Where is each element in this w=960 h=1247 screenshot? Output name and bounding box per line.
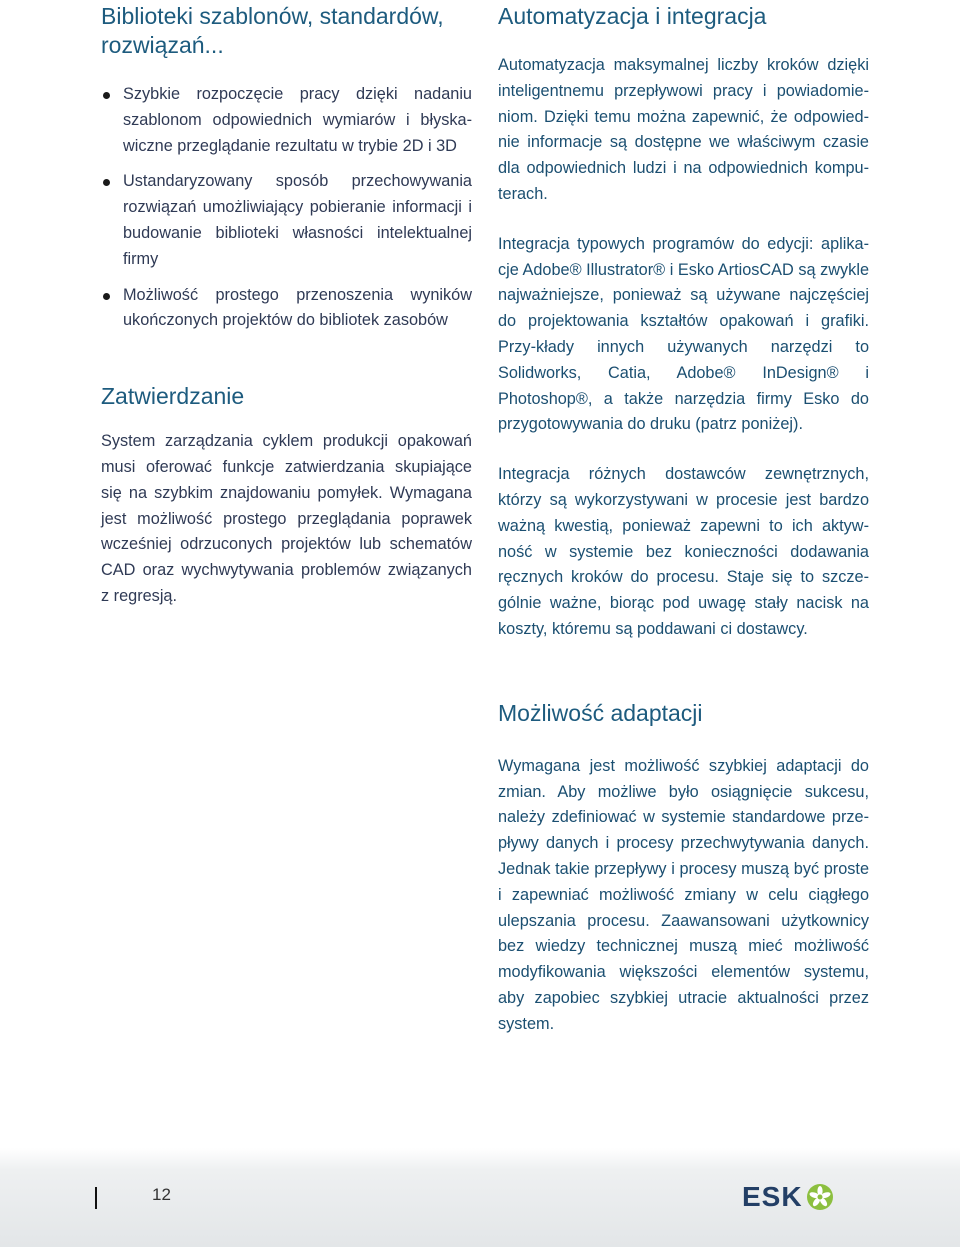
esko-star-icon [806, 1183, 834, 1211]
list-item [101, 169, 472, 272]
adaptation-heading: Możliwość adaptacji [498, 699, 703, 726]
automation-heading: Automatyzacja i integracja [498, 3, 767, 29]
library-heading: Biblioteki szablonów, standardów, rozwiązań... [101, 3, 444, 58]
approval-paragraph: System zarządzania cyklem produkcji opakowań musi oferować funkcje zatwierdzania skupiające się na szybkim znajdowaniu pomyłek. Wymagana jest możliwość prostego przeglądania poprawek wcześniej odrzuconych projektów lub schematów CAD oraz wychwytywania problemów związanych z regresją. [101, 432, 472, 605]
list-item [101, 283, 472, 335]
page-number: 12 [152, 1185, 171, 1204]
bullet-icon [103, 92, 110, 99]
bullet-icon [103, 293, 110, 300]
esko-logo [742, 1182, 834, 1212]
left-column [101, 0, 472, 610]
footer-divider [95, 1187, 97, 1209]
integration-paragraph: Integracja typowych programów do edycji: aplika-cje Adobe® Illustrator® i Esko ArtiosCAD są zwykle najważniejsze, ponieważ są używane najczęściej do projektowania kształtów opakowań i grafiki. Przy-kłady innych używanych narzędzi to Solidworks, Catia, Adobe® InDesign® i Photoshop®, a także narzędzia firmy Esko do przygotowywania do druku (patrz poniżej). [498, 234, 869, 434]
bullet-text: Możliwość prostego przenoszenia wyników ukończonych projektów do bibliotek zasobów [123, 285, 472, 330]
page-footer [0, 1140, 960, 1247]
vendors-paragraph: Integracja różnych dostawców zewnętrznych, którzy są wykorzystywani w procesie jest bardzo ważną kwestią, ponieważ zapewni to ich aktyw-ność w systemie bez konieczności dodawania ręcznych kroków do procesu. Staje się to szcze-gólnie ważne, biorąc pod uwagę stały nacisk na koszty, któremu są poddawani ci dostawcy. [498, 465, 869, 638]
bullet-text: Szybkie rozpoczęcie pracy dzięki nadaniu szablonom odpowiednich wymiarów i błyska-wiczne przeglądanie rezultatu w trybie 2D i 3D [123, 85, 472, 155]
automation-paragraph: Automatyzacja maksymalnej liczby kroków dzięki inteligentnemu przepływowi pracy i powiadomie-niom. Dzięki temu można zapewnić, że odpowied-nie informacje są dostępne we właściwym czasie dla odpowiednich ludzi i na odpowiednich kompu-terach. [498, 56, 869, 203]
adaptation-paragraph: Wymagana jest możliwość szybkiej adaptacji do zmian. Aby możliwe było osiągnięcie sukcesu, należy zdefiniować w systemie standardowe prze-pływy danych i procesy przechwytywania danych. Jednak takie przepływy i procesy muszą być proste i zapewniać możliwość zmiany w celu ciągłego ulepszania procesu. Zaawansowani użytkownicy bez wiedzy technicznej muszą mieć możliwość modyfikowania większości elementów systemu, aby zapobiec szybkiej utracie aktualności przez system. [498, 756, 869, 1033]
list-item [101, 82, 472, 159]
library-bullet-list [101, 82, 472, 334]
bullet-text: Ustandaryzowany sposób przechowywania rozwiązań umożliwiający pobieranie informacji i budowanie biblioteki własności intelektualnej firmy [123, 172, 472, 268]
right-column [498, 0, 869, 1038]
bullet-icon [103, 179, 110, 186]
logo-wordmark: ESK [742, 1181, 803, 1212]
approval-heading: Zatwierdzanie [101, 383, 245, 410]
